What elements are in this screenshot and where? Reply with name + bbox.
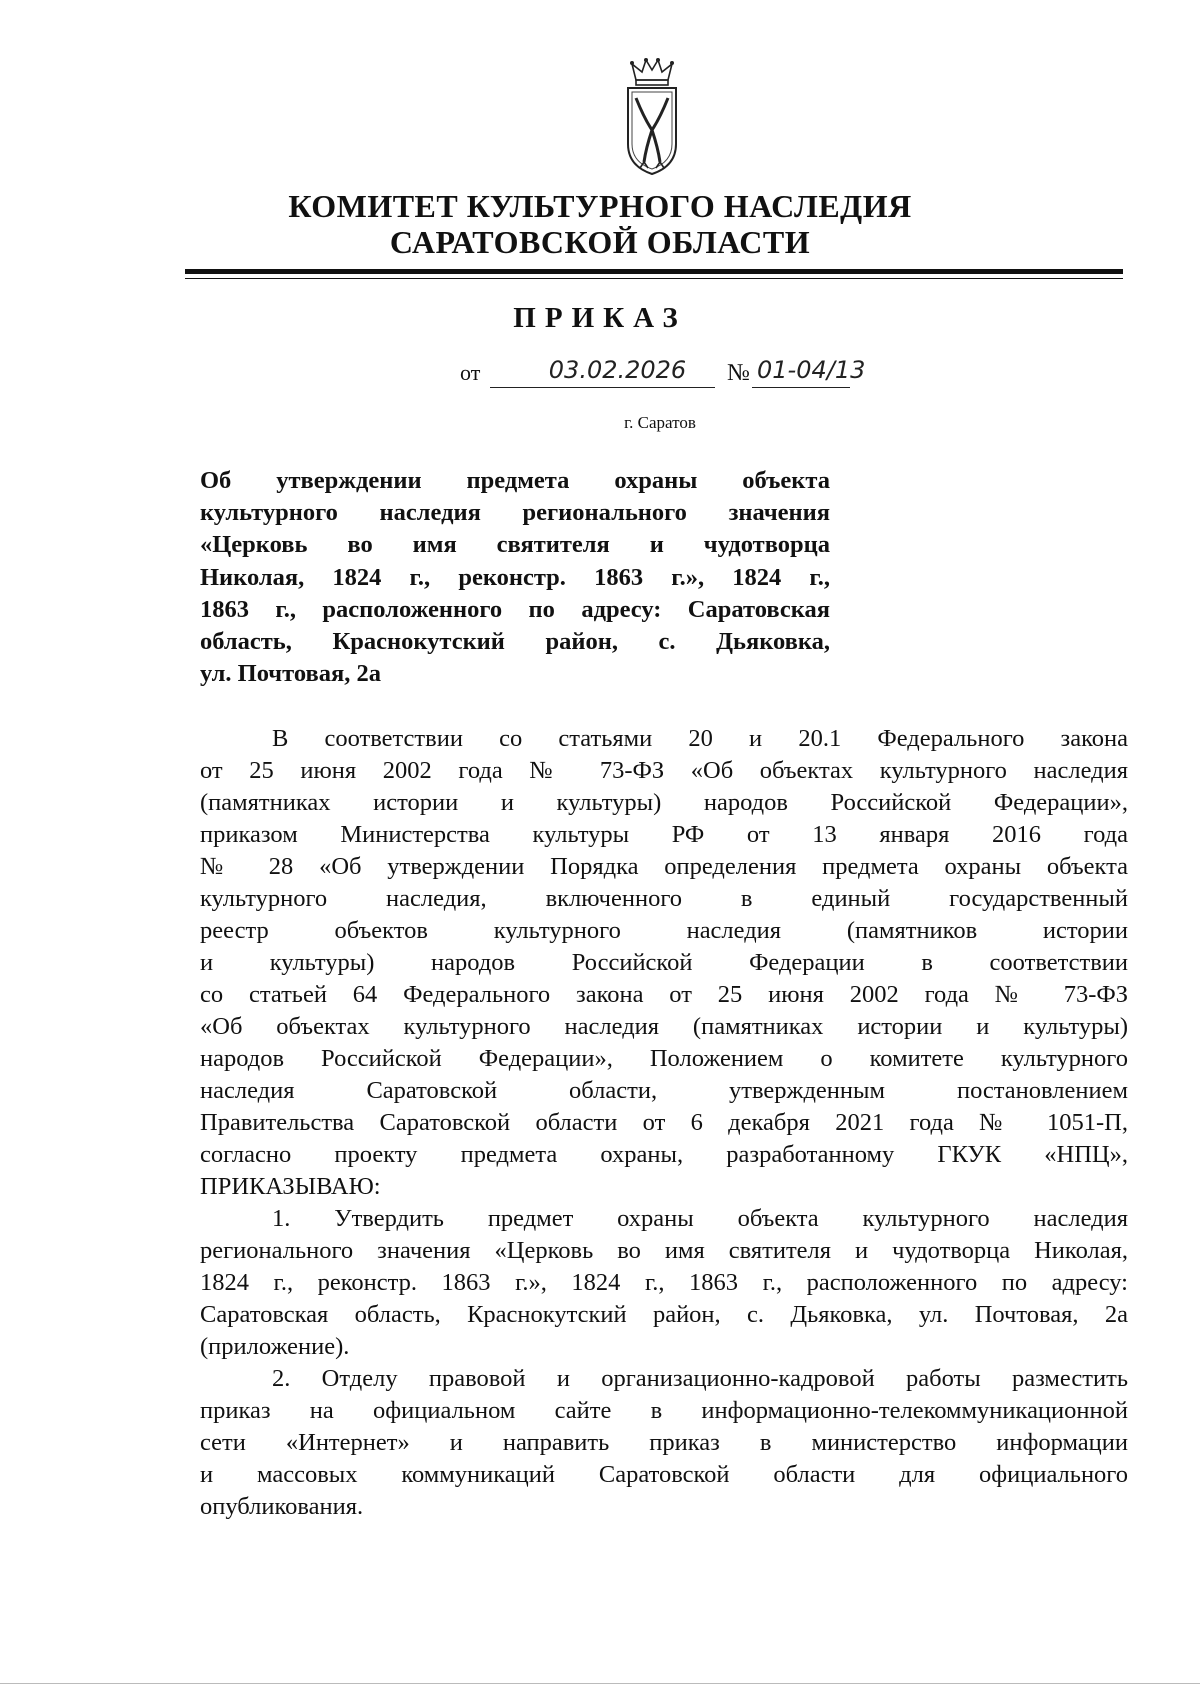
number-label: №: [727, 360, 750, 386]
subject-line: Об утверждении предмета охраны объекта: [200, 467, 830, 494]
body-line: «Об объектах культурного наследия (памятниках истории и культуры): [200, 1013, 1128, 1040]
body-line: народов Российской Федерации», Положением о комитете культурного: [200, 1045, 1128, 1072]
body-line: от 25 июня 2002 года № 73-ФЗ «Об объектах культурного наследия: [200, 757, 1128, 784]
body-line: (приложение).: [200, 1333, 350, 1360]
body-line: наследия Саратовской области, утвержденным постановлением: [200, 1077, 1128, 1104]
order-body: [200, 723, 1128, 1523]
subject-line: «Церковь во имя святителя и чудотворца: [200, 531, 830, 559]
city: г. Саратов: [624, 413, 696, 432]
body-line: № 28 «Об утверждении Порядка определения предмета охраны объекта: [200, 853, 1128, 880]
body-line: опубликования.: [200, 1493, 364, 1520]
subject-line: Николая, 1824 г., реконстр. 1863 г.», 1824 г.,: [200, 563, 830, 591]
header-divider-thick: [185, 269, 1123, 274]
coat-of-arms-icon: [622, 58, 682, 178]
body-line: со статьей 64 Федерального закона от 25 июня 2002 года № 73-ФЗ: [200, 981, 1128, 1008]
header-divider-thin: [185, 278, 1123, 279]
subject-line: ул. Почтовая, 2а: [200, 660, 381, 688]
date-prefix: от: [460, 360, 481, 385]
body-line: Саратовская область, Краснокутский район, с. Дьяковка, ул. Почтовая, 2а: [200, 1301, 1128, 1328]
body-line: согласно проекту предмета охраны, разработанному ГКУК «НПЦ»,: [200, 1141, 1128, 1168]
number-underline: [752, 387, 850, 388]
organization-name-line1: КОМИТЕТ КУЛЬТУРНОГО НАСЛЕДИЯ: [288, 188, 912, 224]
body-line: 2. Отделу правовой и организационно-кадровой работы разместить: [272, 1365, 1128, 1392]
body-line: регионального значения «Церковь во имя святителя и чудотворца Николая,: [200, 1237, 1128, 1264]
subject-line: область, Краснокутский район, с. Дьяковка,: [200, 628, 830, 656]
date-underline: [490, 387, 715, 388]
body-line: культурного наследия, включенного в единый государственный: [200, 885, 1128, 912]
body-line: сети «Интернет» и направить приказ в министерство информации: [200, 1429, 1128, 1456]
document-type-title: ПРИКАЗ: [513, 302, 687, 334]
order-subject: [200, 465, 830, 690]
body-line: реестр объектов культурного наследия (памятников истории: [200, 917, 1128, 944]
subject-line: культурного наследия регионального значения: [200, 499, 830, 527]
order-number: 01-04/13: [757, 356, 866, 384]
page-bottom-edge: [0, 1683, 1200, 1684]
order-date: 03.02.2026: [548, 356, 687, 384]
body-line: приказом Министерства культуры РФ от 13 января 2016 года: [200, 821, 1128, 848]
body-line: Правительства Саратовской области от 6 декабря 2021 года № 1051-П,: [200, 1109, 1128, 1136]
body-line: (памятниках истории и культуры) народов Российской Федерации»,: [200, 789, 1128, 816]
body-line: 1824 г., реконстр. 1863 г.», 1824 г., 1863 г., расположенного по адресу:: [200, 1269, 1128, 1296]
body-line: В соответствии со статьями 20 и 20.1 Федерального закона: [272, 725, 1128, 752]
subject-line: 1863 г., расположенного по адресу: Саратовская: [200, 595, 830, 623]
body-line: приказ на официальном сайте в информационно-телекоммуникационной: [200, 1397, 1128, 1424]
body-line: и массовых коммуникаций Саратовской области для официального: [200, 1461, 1128, 1488]
body-line: 1. Утвердить предмет охраны объекта культурного наследия: [272, 1205, 1128, 1232]
body-line: ПРИКАЗЫВАЮ:: [200, 1173, 381, 1200]
body-line: и культуры) народов Российской Федерации в соответствии: [200, 949, 1128, 976]
organization-name-line2: САРАТОВСКОЙ ОБЛАСТИ: [389, 224, 811, 260]
